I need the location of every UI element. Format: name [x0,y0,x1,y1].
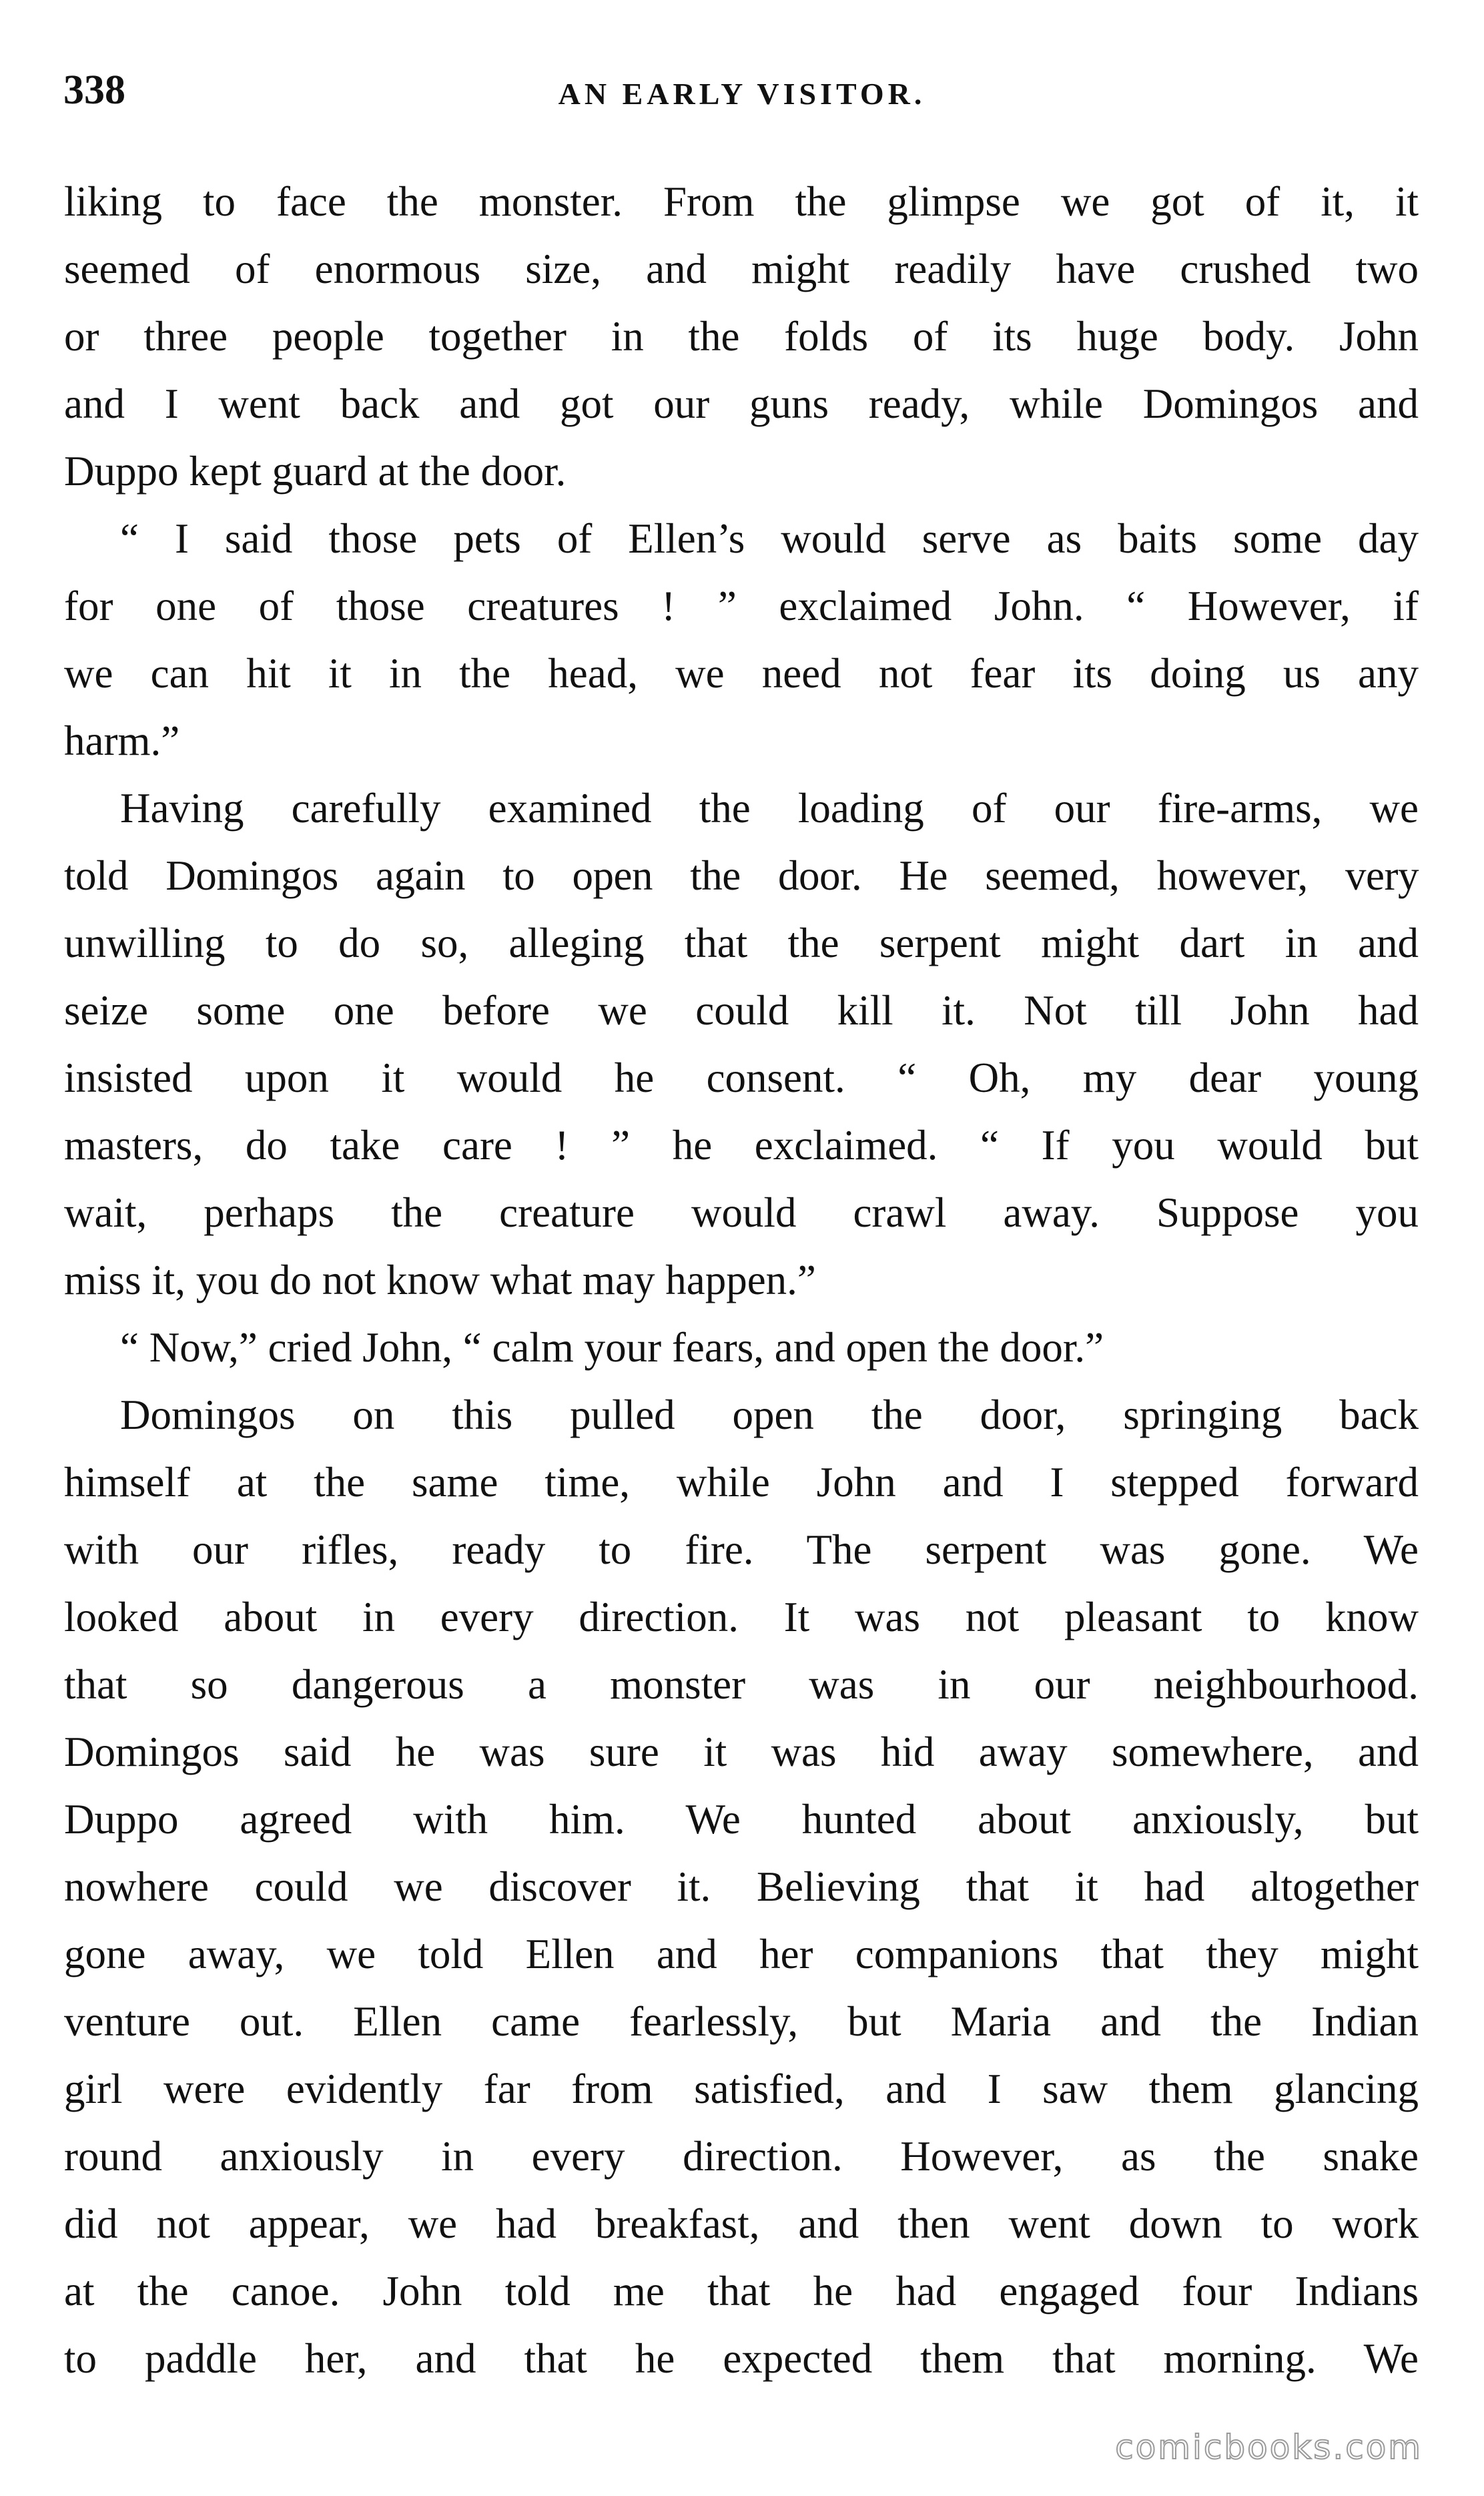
text-line: looked about in every direction. It was not pleasant to know [64,1594,1419,1640]
text-line: “ I said those pets of Ellen’s would serve as baits some day [120,515,1419,562]
body-text [64,168,1419,2393]
text-line: miss it, you do not know what may happen.” [64,1257,816,1303]
text-line: girl were evidently far from satisfied, and I saw them glancing [64,2066,1419,2112]
text-line: Duppo agreed with him. We hunted about anxiously, but [64,1796,1419,1843]
text-line: insisted upon it would he consent. “ Oh, my dear young [64,1054,1419,1101]
text-line: nowhere could we discover it. Believing that it had altogether [64,1863,1419,1910]
text-line: that so dangerous a monster was in our neighbourhood. [64,1661,1419,1708]
running-title: AN EARLY VISITOR. [558,77,926,111]
text-line: Domingos said he was sure it was hid away somewhere, and [64,1729,1419,1775]
running-head [63,60,1421,120]
text-line: liking to face the monster. From the glimpse we got of it, it [64,178,1419,225]
text-line: harm.” [64,717,180,764]
text-line: and I went back and got our guns ready, while Domingos and [64,380,1419,427]
text-line: for one of those creatures ! ” exclaimed John. “ However, if [64,583,1419,629]
text-line: at the canoe. John told me that he had engaged four Indians [64,2268,1419,2314]
text-line: masters, do take care ! ” he exclaimed. “ If you would but [64,1122,1419,1169]
text-line: with our rifles, ready to fire. The serpent was gone. We [64,1526,1419,1573]
text-line: or three people together in the folds of its huge body. John [64,313,1419,360]
text-line: seize some one before we could kill it. Not till John had [64,987,1419,1034]
text-line: told Domingos again to open the door. He seemed, however, very [64,852,1419,899]
text-line: himself at the same time, while John and I stepped forward [64,1459,1419,1506]
text-line: round anxiously in every direction. However, as the snake [64,2133,1419,2180]
text-line: seemed of enormous size, and might readily have crushed two [64,246,1419,292]
text-line: to paddle her, and that he expected them that morning. We [64,2335,1419,2382]
text-line: Domingos on this pulled open the door, springing back [120,1391,1419,1438]
text-line: gone away, we told Ellen and her companions that they might [64,1931,1419,1977]
text-line: Having carefully examined the loading of our fire-arms, we [120,785,1419,832]
text-line: “ Now,” cried John, “ calm your fears, and open the door.” [120,1324,1104,1371]
text-line: wait, perhaps the creature would crawl away. Suppose you [64,1189,1419,1236]
text-line: did not appear, we had breakfast, and then went down to work [64,2200,1419,2247]
text-line: Duppo kept guard at the door. [64,448,567,495]
watermark: comicbooks.com [1115,2428,1423,2467]
text-line: venture out. Ellen came fearlessly, but Maria and the Indian [64,1998,1419,2045]
text-line: unwilling to do so, alleging that the serpent might dart in and [64,920,1419,966]
page-number: 338 [63,67,125,113]
text-line: we can hit it in the head, we need not fear its doing us any [64,650,1419,697]
